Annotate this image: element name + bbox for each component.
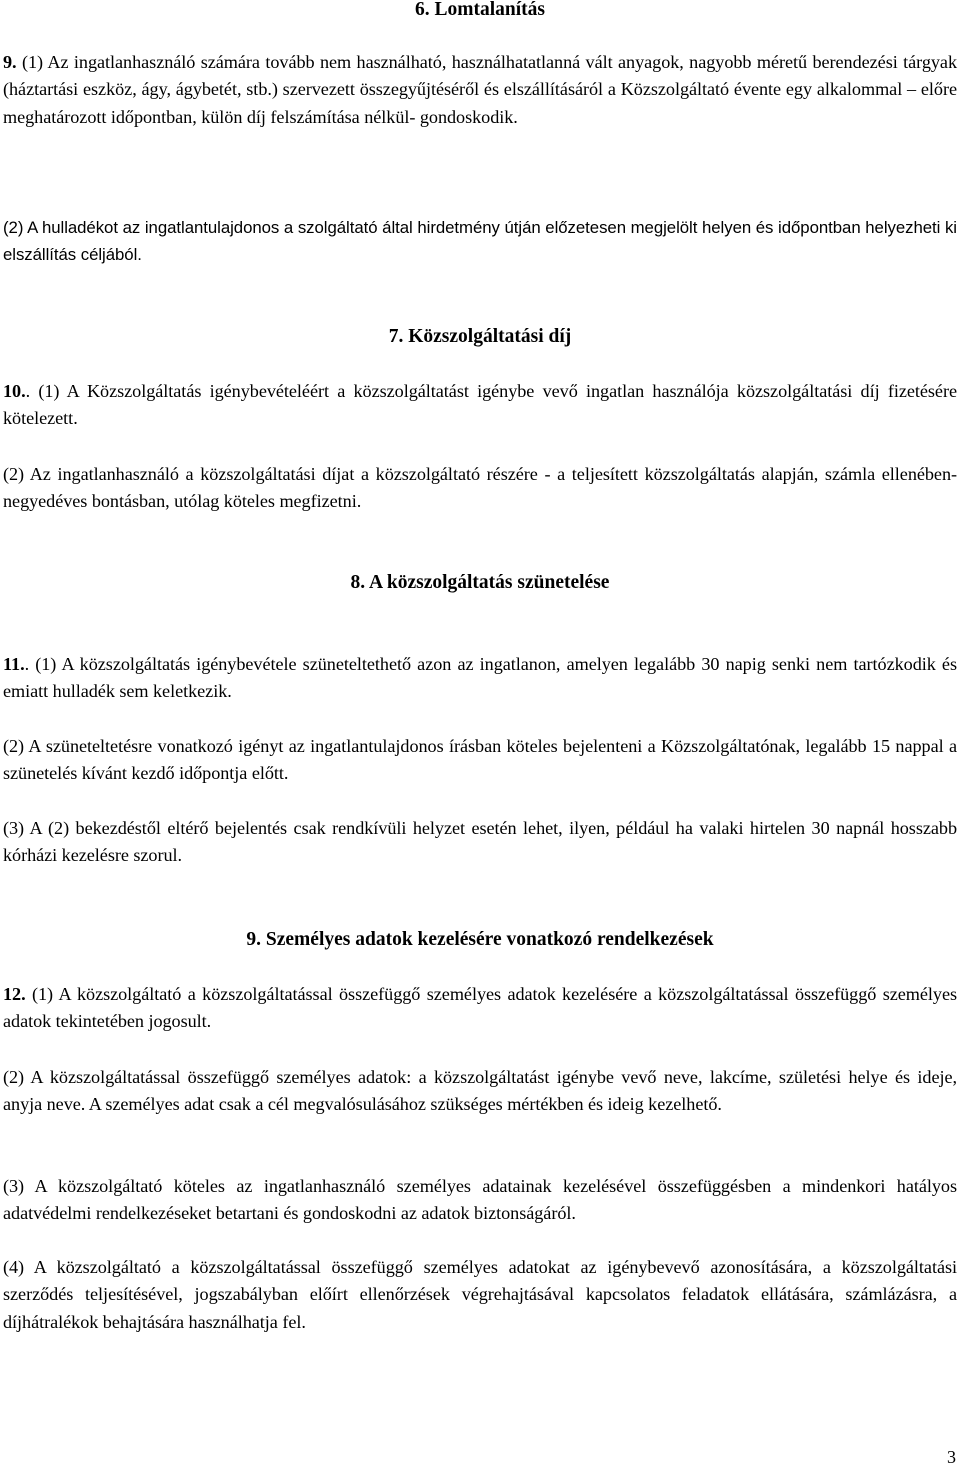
section-heading: 7. Közszolgáltatási díj [388, 326, 572, 347]
section-number: 11. [3, 654, 25, 674]
section-heading: 8. A közszolgáltatás szünetelése [350, 572, 610, 593]
paragraph-text: (2) Az ingatlanhasználó a közszolgáltatási díjat a közszolgáltató részére - a teljesített közszolgáltatás alapján, számla ellenében- negyedéves bontásban, utólag köteles megfizetni. [3, 464, 957, 512]
paragraph-text: (2) A közszolgáltatással összefüggő személyes adatok: a közszolgáltatást igénybe vevő neve, lakcíme, születési helye és ideje, anyja neve. A személyes adat csak a cél megvalósulásához szükséges mértékben és ideig kezelhető. [3, 1067, 957, 1115]
paragraph-text: (2) A hulladékot az ingatlantulajdonos a szolgáltató által hirdetmény útján előzetesen megjelölt helyen és időpontban helyezheti ki elszállítás céljából. [3, 218, 957, 265]
paragraph [3, 378, 957, 433]
paragraph [3, 981, 957, 1036]
paragraph-text: (3) A közszolgáltató köteles az ingatlanhasználó személyes adatainak kezelésével összefüggésben a mindenkori hatályos adatvédelmi rendelkezéseket betartani és gondoskodni az adatok biztonságáról. [3, 1176, 957, 1224]
paragraph [3, 651, 957, 706]
paragraph [3, 214, 957, 269]
section-heading: 9. Személyes adatok kezelésére vonatkozó rendelkezések [246, 929, 714, 950]
paragraph [3, 733, 957, 788]
paragraph [3, 815, 957, 870]
section-number: 10. [3, 381, 26, 401]
paragraph [3, 1254, 957, 1336]
paragraph-text: (2) A szüneteltetésre vonatkozó igényt az ingatlantulajdonos írásban köteles bejelenteni a Közszolgáltatónak, legalább 15 nappal a szünetelés kívánt kezdő időpontja előtt. [3, 736, 957, 784]
paragraph-text: (3) A (2) bekezdéstől eltérő bejelentés csak rendkívüli helyzet esetén lehet, ilyen, például ha valaki hirtelen 30 napnál hosszabb kórházi kezelésre szorul. [3, 818, 957, 866]
paragraph-text: (1) Az ingatlanhasználó számára tovább nem használható, használhatatlanná vált anyagok, nagyobb méretű berendezési tárgyak (háztartási eszköz, ágy, ágybetét, stb.) szervezett összegyűjtéséről és elszállításáról a Közszolgáltató évente egy alkalommal – előre meghatározott időpontban, külön díj felszámítása nélkül- gondoskodik. [3, 52, 957, 127]
page-number: 3 [947, 1447, 956, 1467]
section-number: 12. [3, 984, 26, 1004]
paragraph [3, 1064, 957, 1119]
paragraph-text: . (1) A közszolgáltatás igénybevétele szüneteltethető azon az ingatlanon, amelyen legalább 30 napig senki nem tartózkodik és emiatt hulladék sem keletkezik. [3, 654, 957, 702]
paragraph-text: (4) A közszolgáltató a közszolgáltatással összefüggő személyes adatokat az igénybevevő azonosítására, a közszolgáltatási szerződés teljesítésével, jogszabályban előírt ellenőrzések végrehajtásával kapcsolatos feladatok ellátására, számlázásra, a díjhátralékok behajtására használhatja fel. [3, 1257, 957, 1332]
paragraph-text: (1) A közszolgáltató a közszolgáltatással összefüggő személyes adatok kezelésére a közszolgáltatással összefüggő személyes adatok tekintetében jogosult. [3, 984, 957, 1032]
paragraph-text: . (1) A Közszolgáltatás igénybevételéért a közszolgáltatást igénybe vevő ingatlan használója közszolgáltatási díj fizetésére kötelezett. [3, 381, 957, 429]
section-number: 9. [3, 52, 17, 72]
paragraph [3, 1173, 957, 1228]
paragraph [3, 461, 957, 516]
paragraph [3, 49, 957, 131]
section-heading: 6. Lomtalanítás [414, 0, 545, 20]
